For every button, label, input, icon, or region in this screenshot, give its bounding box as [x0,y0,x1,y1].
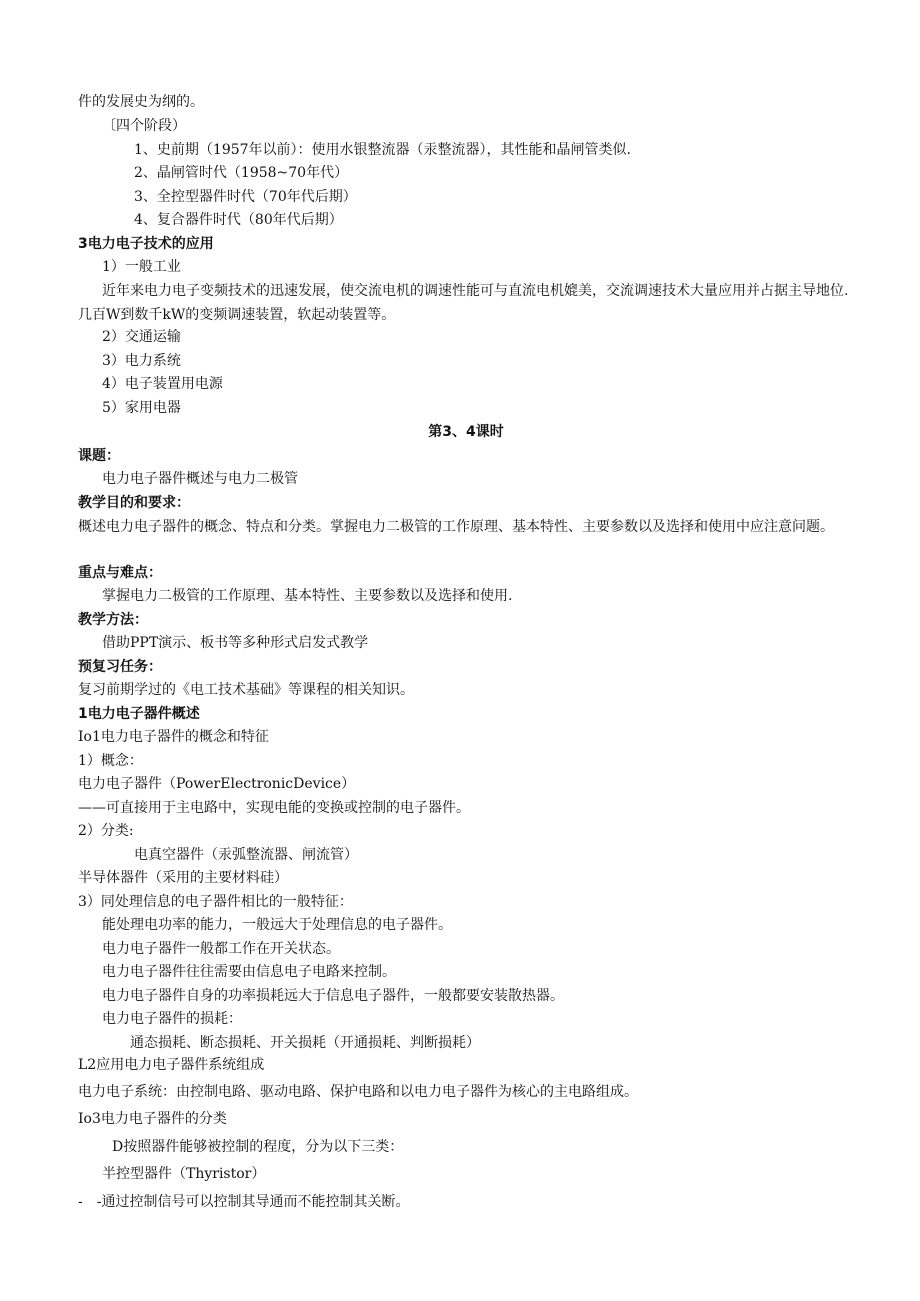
list-item: 1、史前期（1957年以前）：使用水银整流器（汞整流器），其性能和晶闸管类似. [134,142,631,158]
text-line: 电力电子器件概述与电力二极管 [102,471,298,487]
text-line: 能处理电功率的能力，一般远大于处理信息的电子器件。 [102,917,452,933]
text-line: 电力电子器件往往需要由信息电子电路来控制。 [102,964,396,980]
section-heading: 重点与难点： [78,565,162,581]
text-line: Io1电力电子器件的概念和特征 [78,729,269,745]
text-line: 电力电子器件（PowerElectronicDevice） [78,776,356,792]
text-line: 掌握电力二极管的工作原理、基本特性、主要参数以及选择和使用. [102,588,513,604]
section-heading: 教学方法： [78,612,148,628]
paragraph: 概述电力电子器件的概念、特点和分类。掌握电力二极管的工作原理、基本特性、主要参数以及选择和使用中应注意问题。 [78,519,834,535]
text-line: 通态损耗、断态损耗、开关损耗（开通损耗、判断损耗） [130,1035,480,1051]
list-item: 2）交通运输 [102,329,181,345]
text-line: 电力电子器件的损耗： [102,1011,242,1027]
text-line: 件的发展史为纲的。 [78,94,204,110]
text-line: 〔四个阶段） [102,118,186,134]
text-line: Io3电力电子器件的分类 [78,1111,227,1127]
text-line: 1）概念： [78,753,143,769]
text-line: - -通过控制信号可以控制其导通而不能控制其关断。 [78,1194,410,1210]
text-line: L2应用电力电子器件系统组成 [78,1057,265,1073]
text-line: 借助PPT演示、板书等多种形式启发式教学 [102,635,369,651]
text-line: 2）分类: [78,823,134,839]
text-line: 电力电子器件自身的功率损耗远大于信息电子器件，一般都要安装散热器。 [102,988,564,1004]
text-line: 半控型器件（Thyristor） [102,1166,266,1182]
list-item: 2、晶闸管时代（1958~70年代） [134,165,349,181]
section-heading: 1电力电子器件概述 [78,706,200,722]
list-item: 4、复合器件时代（80年代后期） [134,212,343,228]
text-line: 电力电子系统：由控制电路、驱动电路、保护电路和以电力电子器件为核心的主电路组成。 [78,1084,638,1100]
section-heading: 教学目的和要求： [78,495,190,511]
text-line: 复习前期学过的《电工技术基础》等课程的相关知识。 [78,682,414,698]
list-item: 4）电子装置用电源 [102,376,223,392]
section-heading: 课题： [78,448,120,464]
list-item: 1）一般工业 [102,259,181,275]
list-item: 3、全控型器件时代（70年代后期） [134,189,357,205]
section-heading: 3电力电子技术的应用 [78,236,214,252]
list-item: 5）家用电器 [102,400,181,416]
section-heading: 预复习任务： [78,659,162,675]
lesson-title: 第3、4课时 [428,424,504,440]
paragraph: 近年来电力电子变频技术的迅速发展，使交流电机的调速性能可与直流电机媲美，交流调速技术大量应用并占据主导地位.几百W到数千kW的变频调速装置，软起动装置等。 [78,283,849,323]
text-line: 电力电子器件一般都工作在开关状态。 [102,941,340,957]
text-line: ——可直接用于主电路中，实现电能的变换或控制的电子器件。 [78,800,470,816]
text-line: 半导体器件（采用的主要材料硅） [78,870,288,886]
text-line: 3）同处理信息的电子器件相比的一般特征： [78,894,353,910]
list-item: 3）电力系统 [102,353,181,369]
text-line: 电真空器件（汞弧整流器、闸流管） [134,847,358,863]
text-line: D按照器件能够被控制的程度，分为以下三类： [112,1139,404,1155]
